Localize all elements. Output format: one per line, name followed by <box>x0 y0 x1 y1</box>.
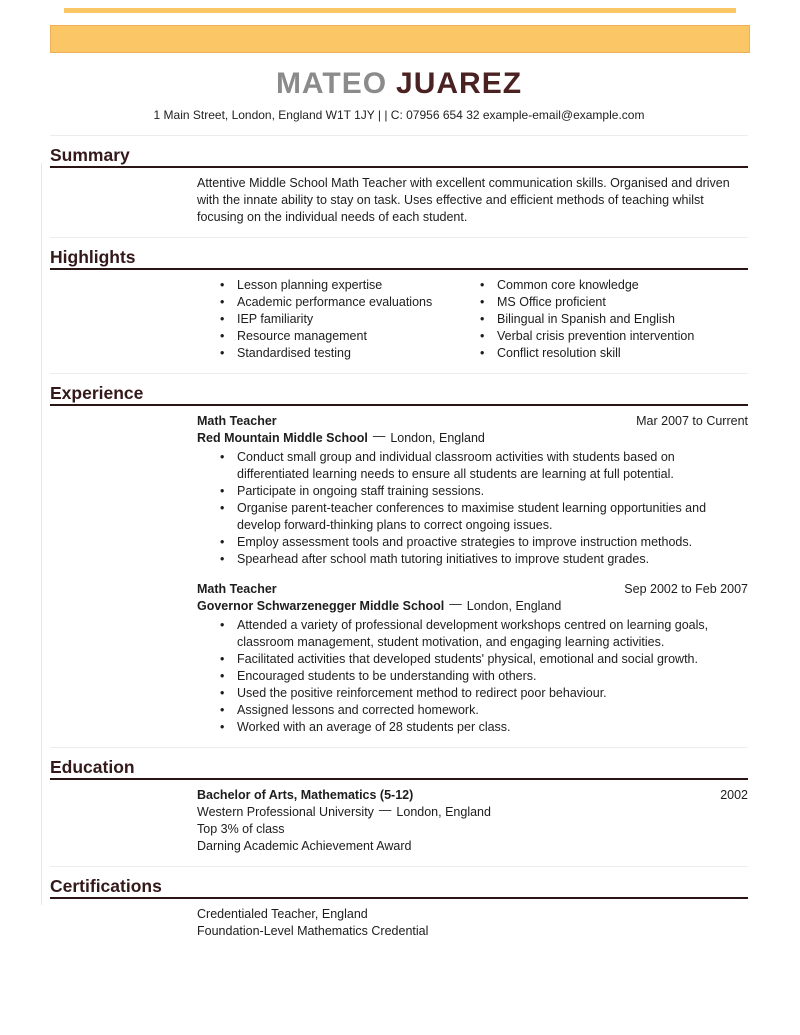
job-bullet: • Facilitated activities that developed students' physical, emotional and social growth. <box>218 651 748 668</box>
certification-item: Credentialed Teacher, England <box>197 907 368 921</box>
job-bullet-list <box>197 617 748 736</box>
highlights-left-column <box>197 277 457 362</box>
job-dates: Sep 2002 to Feb 2007 <box>624 582 748 596</box>
job-bullet: • Attended a variety of professional development workshops centred on learning goals, classroom management, student motivation, and engaging learning activities. <box>218 617 748 651</box>
job-bullet: • Worked with an average of 28 students per class. <box>218 719 748 736</box>
resume-sections <box>50 135 748 940</box>
section-title-experience: Experience <box>50 374 748 406</box>
dash-separator: — <box>449 597 462 611</box>
job-employer: Red Mountain Middle School <box>197 431 368 445</box>
highlight-item: • Verbal crisis prevention intervention <box>478 328 748 345</box>
job-bullet: • Organise parent-teacher conferences to maximise student learning opportunities and develop forward-thinking plans to correct ongoing issues. <box>218 500 748 534</box>
highlight-item: • Conflict resolution skill <box>478 345 748 362</box>
job-title: Math Teacher <box>197 414 277 428</box>
highlight-item: • Standardised testing <box>218 345 457 362</box>
job-bullet: • Used the positive reinforcement method to redirect poor behaviour. <box>218 685 748 702</box>
section-highlights <box>50 237 748 362</box>
education-detail: Top 3% of class <box>197 822 285 836</box>
highlights-right-column <box>457 277 748 362</box>
education-header <box>197 787 748 804</box>
highlight-item: • IEP familiarity <box>218 311 457 328</box>
section-title-summary: Summary <box>50 136 748 168</box>
highlights-body <box>197 270 748 362</box>
highlight-item: • Lesson planning expertise <box>218 277 457 294</box>
dash-separator: — <box>378 803 392 817</box>
dash-separator: — <box>372 429 386 443</box>
education-detail: Darning Academic Achievement Award <box>197 839 412 853</box>
job-header <box>197 581 748 598</box>
job-employer-line <box>197 598 748 615</box>
job-entry <box>197 413 748 568</box>
job-location: London, England <box>390 431 485 445</box>
job-title: Math Teacher <box>197 582 277 596</box>
job-header <box>197 413 748 430</box>
job-bullet: • Assigned lessons and corrected homework. <box>218 702 748 719</box>
highlights-columns <box>197 277 748 362</box>
contact-info: 1 Main Street, London, England W1T 1JY | | C: 07956 654 32 example-email@example.com <box>153 108 645 122</box>
section-education <box>50 747 748 855</box>
section-title-highlights: Highlights <box>50 238 748 270</box>
job-dates: Mar 2007 to Current <box>636 414 748 428</box>
job-bullet-list <box>197 449 748 568</box>
job-bullet: • Spearhead after school math tutoring initiatives to improve student grades. <box>218 551 748 568</box>
section-title-education: Education <box>50 748 748 780</box>
job-employer: Governor Schwarzenegger Middle School <box>197 599 445 613</box>
candidate-last-name: JUAREZ <box>396 67 523 100</box>
section-title-certifications: Certifications <box>50 867 748 899</box>
job-location: London, England <box>466 599 562 613</box>
job-bullet: • Employ assessment tools and proactive strategies to improve instruction methods. <box>218 534 748 551</box>
section-summary <box>50 135 748 226</box>
summary-text: Attentive Middle School Math Teacher with excellent communication skills. Organised and driven with the innate ability to stay on task. Uses effective and efficient methods of teaching whilst focusing on the individual needs of each student. <box>197 176 730 224</box>
highlight-item: • Resource management <box>218 328 457 345</box>
left-vertical-rule <box>41 163 42 905</box>
highlight-item: • Academic performance evaluations <box>218 294 457 311</box>
education-body <box>197 780 748 855</box>
school-name: Western Professional University <box>197 805 374 819</box>
certifications-body <box>197 899 748 940</box>
header-accent-bar <box>50 25 750 53</box>
experience-body <box>197 406 748 736</box>
degree: Bachelor of Arts, Mathematics (5-12) <box>197 788 414 802</box>
school-line <box>197 804 748 821</box>
job-bullet: • Encouraged students to be understanding with others. <box>218 668 748 685</box>
highlight-item: • Bilingual in Spanish and English <box>478 311 748 328</box>
school-location: London, England <box>396 805 491 819</box>
job-bullet: • Participate in ongoing staff training sessions. <box>218 483 748 500</box>
graduation-year: 2002 <box>720 788 748 802</box>
job-bullet: • Conduct small group and individual classroom activities with students based on differentiated learning needs to ensure all students are learning at full potential. <box>218 449 748 483</box>
candidate-name <box>50 66 748 102</box>
highlight-item: • MS Office proficient <box>478 294 748 311</box>
top-accent-line <box>64 8 736 13</box>
summary-body <box>197 168 748 226</box>
candidate-first-name: MATEO <box>275 67 388 100</box>
section-experience <box>50 373 748 736</box>
section-certifications <box>50 866 748 940</box>
certification-item: Foundation-Level Mathematics Credential <box>197 924 429 938</box>
resume-header <box>50 0 748 123</box>
highlight-item: • Common core knowledge <box>478 277 748 294</box>
job-employer-line <box>197 430 748 447</box>
job-entry <box>197 581 748 736</box>
